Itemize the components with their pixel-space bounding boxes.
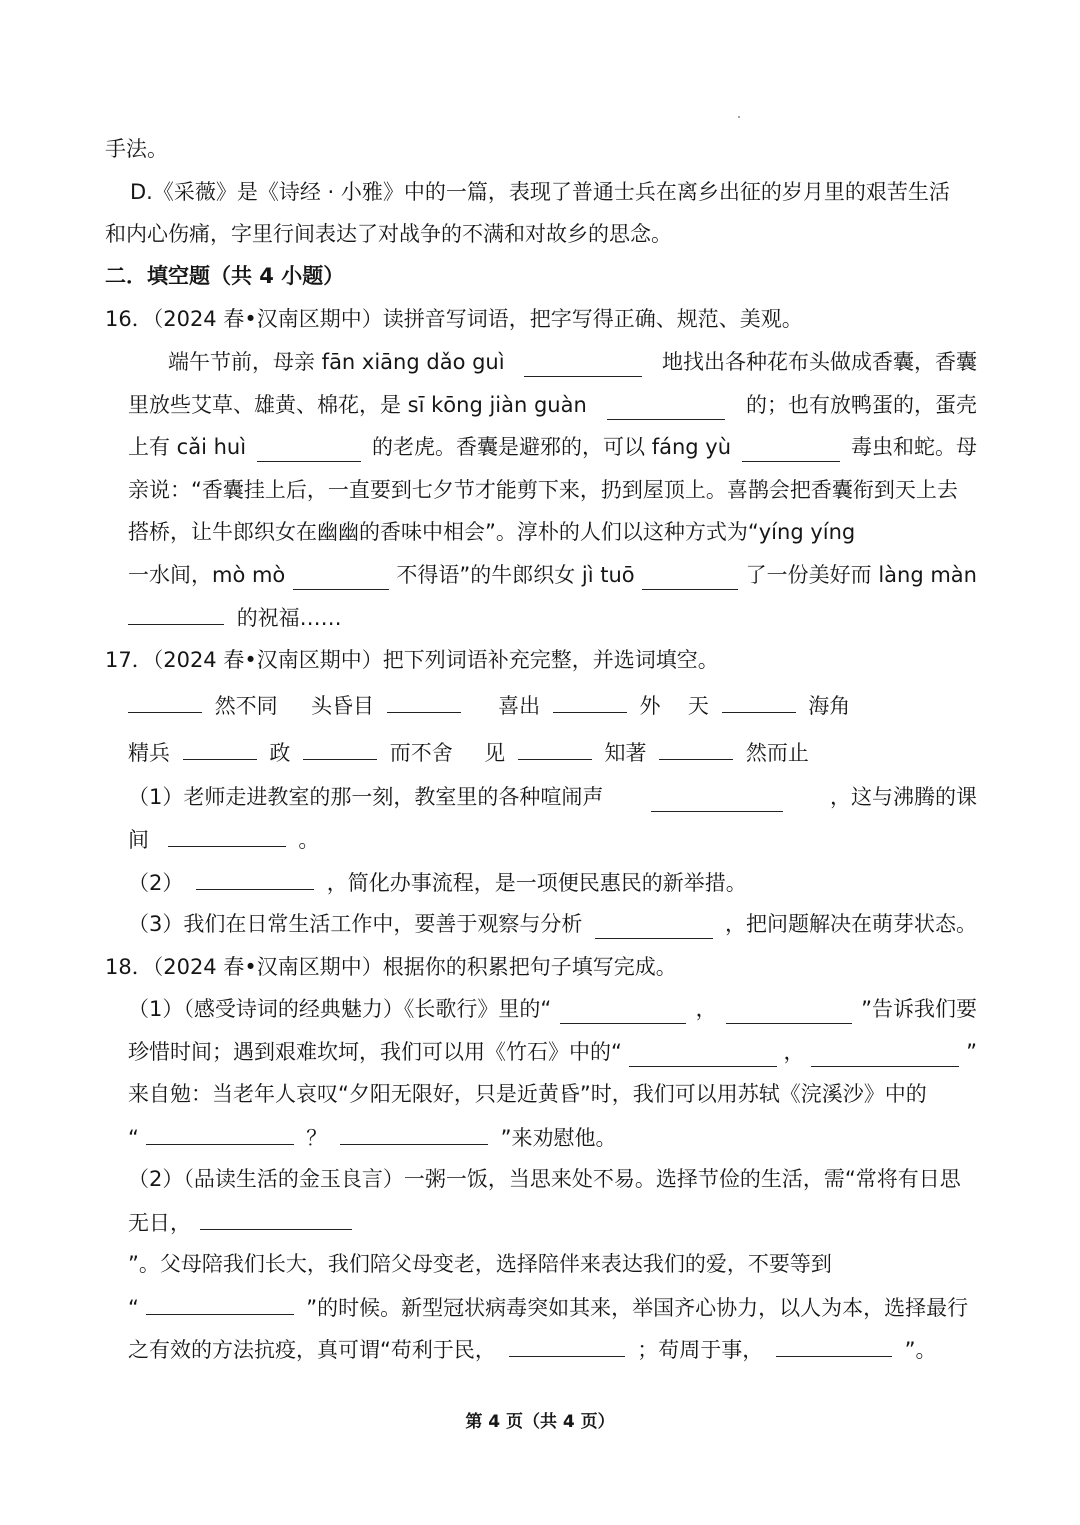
q18-line3: 来自勉：当老年人哀叹“夕阳无限好，只是近黄昏”时，我们可以用苏轼《浣溪沙》中的 (128, 1082, 927, 1106)
q17-text: （1）老师走进教室的那一刻，教室里的各种喧闹声 (128, 785, 604, 809)
answer-blank[interactable] (183, 737, 257, 760)
q16-text: 的；也有放鸭蛋的，蛋壳 (745, 393, 977, 417)
q16-line1 (168, 347, 977, 377)
q16-text: 上有 cǎi huì (128, 435, 247, 459)
q18-line6 (128, 1207, 977, 1237)
answer-blank[interactable] (146, 1292, 294, 1315)
answer-blank[interactable] (168, 824, 286, 847)
answer-blank[interactable] (128, 690, 202, 713)
q17-text: 。 (298, 828, 320, 852)
q18-line2 (128, 1037, 977, 1067)
q17-word: 然而止 (745, 741, 809, 765)
q18-text: “ (128, 1296, 139, 1320)
answer-blank[interactable] (146, 1122, 294, 1145)
q18-text: ”告诉我们要 (861, 997, 977, 1021)
answer-blank[interactable] (303, 737, 377, 760)
q17-word: 天 (687, 694, 709, 718)
speck (738, 116, 740, 118)
q18-line1 (128, 994, 977, 1024)
q17-sentence1-cont (128, 824, 977, 854)
q16-text: 不得语”的牛郎织女 jì tuō (396, 563, 635, 587)
q17-text: 间 (128, 828, 149, 852)
q16-text: 端午节前，母亲 fān xiāng dǎo guì (168, 350, 505, 374)
answer-blank[interactable] (257, 439, 361, 462)
q18-line5: （2）（品读生活的金玉良言）一粥一饭，当思来处不易。选择节俭的生活，需“常将有日思 (128, 1167, 961, 1191)
page-footer: 第 4 页（共 4 页） (465, 1412, 615, 1432)
q18-text: ”。 (904, 1338, 937, 1362)
q17-word: 海角 (808, 694, 851, 718)
q16-line6 (128, 560, 977, 590)
q16-text: 的老虎。香囊是避邪的，可以 fáng yù (372, 435, 732, 459)
q18-text: 无日， (128, 1211, 191, 1235)
answer-blank[interactable] (651, 789, 783, 812)
section-heading: 二．填空题（共 4 小题） (105, 264, 345, 288)
answer-blank[interactable] (387, 690, 461, 713)
q17-word: 而不舍 (389, 741, 453, 765)
answer-blank[interactable] (607, 397, 725, 420)
q17-word: 见 (484, 741, 506, 765)
answer-blank[interactable] (811, 1044, 959, 1067)
answer-blank[interactable] (726, 1001, 852, 1024)
q18-text: 之有效的方法抗疫，真可谓“苟利于民， (128, 1338, 496, 1362)
q18-text: （1）（感受诗词的经典魅力）《长歌行》里的“ (128, 997, 552, 1021)
q17-word-row1 (128, 690, 851, 720)
q18-text: ”来劝慰他。 (500, 1126, 617, 1150)
answer-blank[interactable] (200, 1207, 352, 1230)
answer-blank[interactable] (509, 1334, 625, 1357)
answer-blank[interactable] (742, 439, 840, 462)
q18-line8 (128, 1292, 977, 1322)
answer-blank[interactable] (524, 354, 642, 377)
q17-word: 外 (639, 694, 661, 718)
answer-blank[interactable] (560, 1001, 686, 1024)
q18-text: ；苟周于事， (637, 1338, 764, 1362)
q18-text: ， (695, 997, 717, 1021)
q17-text: （2） (128, 871, 184, 895)
q18-line4 (128, 1122, 977, 1152)
q17-sentence1 (128, 782, 977, 812)
q16-line3 (128, 432, 977, 462)
q16-stem: 16．（2024 春•汉南区期中）读拼音写词语，把字写得正确、规范、美观。 (105, 307, 803, 331)
q17-sentence2 (128, 867, 977, 897)
q17-word: 然不同 (214, 694, 278, 718)
q16-text: 一水间，mò mò (128, 563, 286, 587)
answer-blank[interactable] (340, 1122, 488, 1145)
q17-word-row2 (128, 737, 848, 767)
option-d-line2: 和内心伤痛，字里行间表达了对战争的不满和对故乡的思念。 (105, 222, 672, 246)
q18-text: ”的时候。新型冠状病毒突如其来，举国齐心协力，以人为本，选择最行 (306, 1296, 969, 1320)
q16-text: 的祝福…… (236, 606, 342, 630)
answer-blank[interactable] (595, 916, 713, 939)
q16-line2 (128, 390, 977, 420)
q18-line7: ”。父母陪我们长大，我们陪父母变老，选择陪伴来表达我们的爱，不要等到 (128, 1252, 832, 1276)
q17-text: ，把问题解决在萌芽状态。 (724, 912, 977, 936)
q17-text: ，这与沸腾的课 (829, 785, 977, 809)
q17-sentence3 (128, 909, 977, 939)
answer-blank[interactable] (776, 1334, 892, 1357)
answer-blank[interactable] (196, 867, 314, 890)
q18-text: “ (128, 1126, 139, 1150)
answer-blank[interactable] (629, 1044, 777, 1067)
q17-stem: 17．（2024 春•汉南区期中）把下列词语补充完整，并选词填空。 (105, 648, 719, 672)
q16-text: 里放些艾草、雄黄、棉花，是 sī kōng jiàn guàn (128, 393, 587, 417)
q18-text: ， (783, 1040, 805, 1064)
answer-blank[interactable] (518, 737, 592, 760)
answer-blank[interactable] (722, 690, 796, 713)
q17-text: ，简化办事流程，是一项便民惠民的新举措。 (326, 871, 747, 895)
q16-text: 了一份美好而 làng màn (745, 563, 977, 587)
q18-text: ？ (306, 1126, 328, 1150)
q18-text: 珍惜时间；遇到艰难坎坷，我们可以用《竹石》中的“ (128, 1040, 622, 1064)
answer-blank[interactable] (293, 567, 389, 590)
answer-blank[interactable] (642, 567, 738, 590)
q18-line9 (128, 1334, 977, 1364)
answer-blank[interactable] (128, 602, 224, 625)
option-d-line1: D.《采薇》是《诗经 · 小雅》中的一篇，表现了普通士兵在离乡出征的岁月里的艰苦生活 (130, 180, 950, 204)
q17-word: 知著 (604, 741, 647, 765)
q17-text: （3）我们在日常生活工作中，要善于观察与分析 (128, 912, 583, 936)
answer-blank[interactable] (553, 690, 627, 713)
q16-line7 (128, 602, 977, 632)
q16-text: 毒虫和蛇。母 (851, 435, 977, 459)
q18-stem: 18．（2024 春•汉南区期中）根据你的积累把句子填写完成。 (105, 955, 677, 979)
q18-text: ” (966, 1040, 977, 1064)
prev-line: 手法。 (105, 137, 168, 161)
q17-word: 喜出 (498, 694, 541, 718)
answer-blank[interactable] (659, 737, 733, 760)
q17-word: 精兵 (128, 741, 170, 765)
q17-word: 头昏目 (311, 694, 375, 718)
q16-text: 地找出各种花布头做成香囊，香囊 (661, 350, 977, 374)
q17-word: 政 (269, 741, 291, 765)
q16-line5: 搭桥，让牛郎织女在幽幽的香味中相会”。淳朴的人们以这种方式为“yíng yíng (128, 520, 856, 544)
q16-line4: 亲说：“香囊挂上后，一直要到七夕节才能剪下来，扔到屋顶上。喜鹊会把香囊衔到天上去 (128, 478, 958, 502)
